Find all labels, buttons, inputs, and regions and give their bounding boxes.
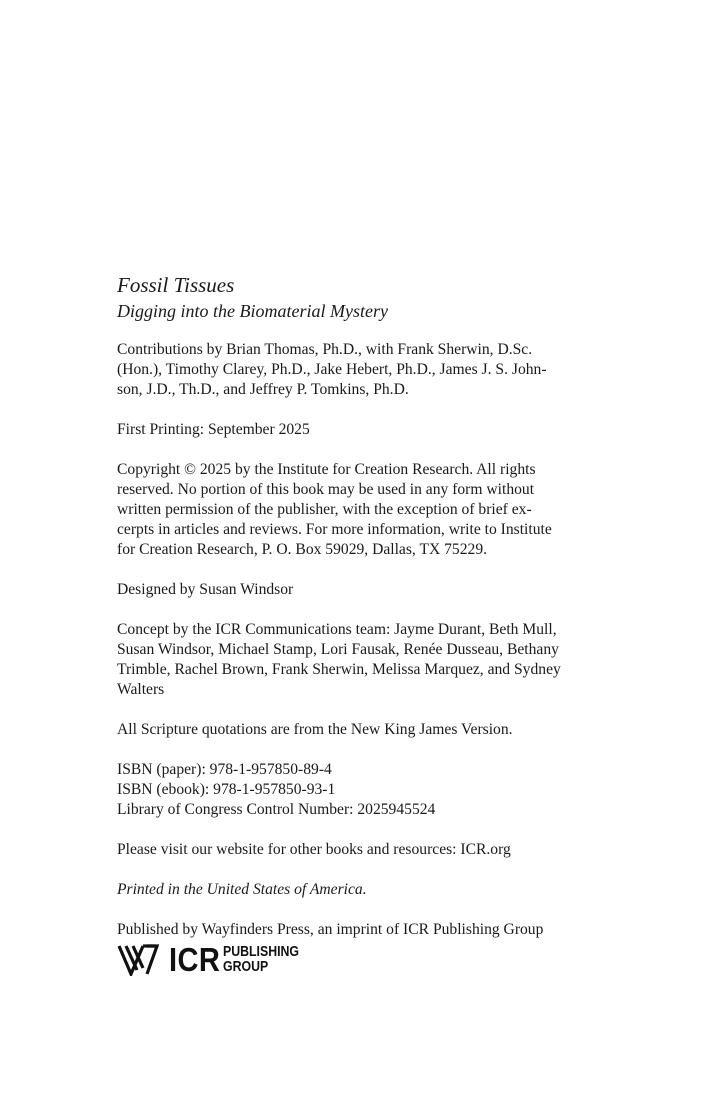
book-subtitle: Digging into the Biomaterial Mystery <box>117 301 388 321</box>
copyright-line: reserved. No portion of this book may be used in any form without <box>117 481 535 498</box>
website-note: Please visit our website for other books and resources: ICR.org <box>117 841 511 858</box>
publisher-line: Published by Wayfinders Press, an imprint of ICR Publishing Group <box>117 921 544 938</box>
contributions-line: son, J.D., Th.D., and Jeffrey P. Tomkins, Ph.D. <box>117 381 409 398</box>
designer-credit: Designed by Susan Windsor <box>117 581 294 598</box>
contributions-paragraph <box>117 340 597 400</box>
isbn-ebook: ISBN (ebook): 978-1-957850-93-1 <box>117 781 336 798</box>
page-content <box>117 272 597 978</box>
copyright-line: for Creation Research, P. O. Box 59029, Dallas, TX 75229. <box>117 541 488 558</box>
book-title: Fossil Tissues <box>117 273 235 297</box>
copyright-line: written permission of the publisher, with the exception of brief ex- <box>117 501 532 518</box>
concept-line: Trimble, Rachel Brown, Frank Sherwin, Melissa Marquez, and Sydney <box>117 661 561 678</box>
logo-line-group: GROUP <box>223 959 269 975</box>
copyright-paragraph <box>117 460 597 560</box>
icr-publishing-group-logo <box>117 942 597 978</box>
printed-in-note: Printed in the United States of America. <box>117 881 367 898</box>
wayfinders-chevron-icon <box>117 944 163 976</box>
isbn-paper: ISBN (paper): 978-1-957850-89-4 <box>117 761 332 778</box>
printing-line: First Printing: September 2025 <box>117 421 310 438</box>
logo-line-publishing: PUBLISHING <box>223 944 300 960</box>
copyright-line: Copyright © 2025 by the Institute for Creation Research. All rights <box>117 461 536 478</box>
copyright-line: cerpts in articles and reviews. For more information, write to Institute <box>117 521 552 538</box>
contributions-line: Contributions by Brian Thomas, Ph.D., with Frank Sherwin, D.Sc. <box>117 341 533 358</box>
isbn-block <box>117 760 597 820</box>
logo-icr-text: ICR <box>169 941 221 978</box>
concept-line: Susan Windsor, Michael Stamp, Lori Fausak, Renée Dusseau, Bethany <box>117 641 559 658</box>
contributions-line: (Hon.), Timothy Clarey, Ph.D., Jake Hebert, Ph.D., James J. S. John- <box>117 361 547 378</box>
scripture-note: All Scripture quotations are from the New King James Version. <box>117 721 513 738</box>
concept-paragraph <box>117 620 597 700</box>
lccn: Library of Congress Control Number: 2025945524 <box>117 801 436 818</box>
concept-line: Concept by the ICR Communications team: Jayme Durant, Beth Mull, <box>117 621 557 638</box>
concept-line: Walters <box>117 681 165 698</box>
logo-publishing-group-text <box>223 945 299 975</box>
